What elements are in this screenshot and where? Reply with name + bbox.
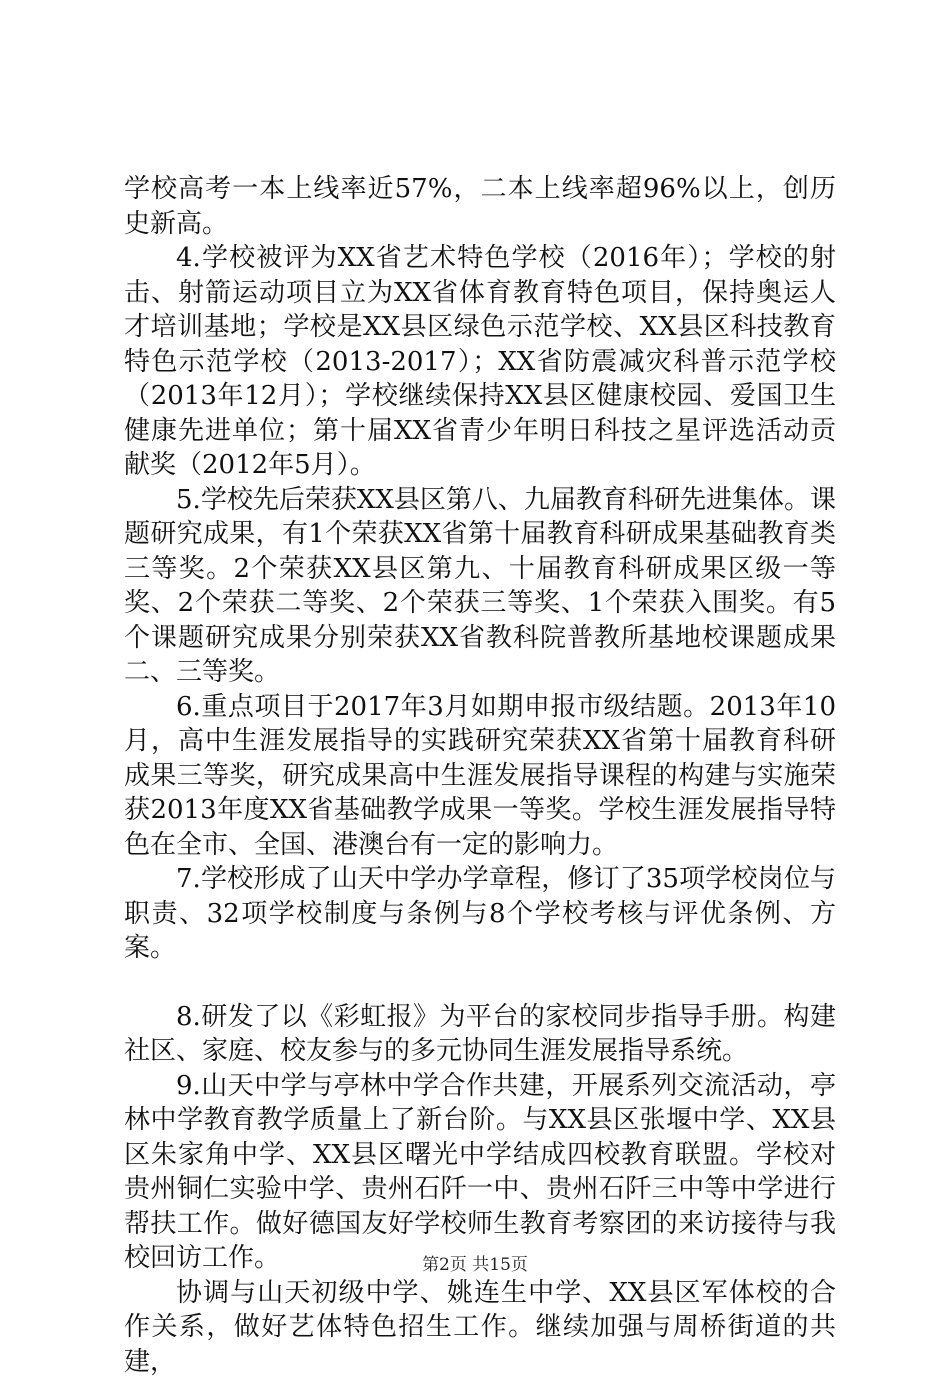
paragraph-item-9: 9.山天中学与亭林中学合作共建，开展系列交流活动，亭林中学教育教学质量上了新台阶。与XX县区张堰中学、XX县区朱家角中学、XX县区曙光中学结成四校教育联盟。学校对贵州铜仁实验中学、贵州石阡一中、贵州石阡三中等中学进行帮扶工作。做好德国友好学校师生教育考察团的来访接待与我校回访工作。 <box>124 1069 836 1276</box>
paragraph-item-6: 6.重点项目于2017年3月如期申报市级结题。2013年10月，高中生涯发展指导的实践研究荣获XX省第十届教育科研成果三等奖，研究成果高中生涯发展指导课程的构建与实施荣获2013年度XX省基础教学成果一等奖。学校生涯发展指导特色在全市、全国、港澳台有一定的影响力。 <box>124 690 836 863</box>
paragraph-continuation: 学校高考一本上线率近57%，二本上线率超96%以上，创历史新高。 <box>124 172 836 241</box>
paragraph-item-8: 8.研发了以《彩虹报》为平台的家校同步指导手册。构建社区、家庭、校友参与的多元协同生涯发展指导系统。 <box>124 1000 836 1069</box>
paragraph-item-7: 7.学校形成了山天中学办学章程，修订了35项学校岗位与职责、32项学校制度与条例与8个学校考核与评优条例、方案。 <box>124 862 836 966</box>
page-number-footer: 第2页 共15页 <box>0 1250 950 1275</box>
paragraph-coordination: 协调与山天初级中学、姚连生中学、XX县区军体校的合作关系，做好艺体特色招生工作。继续加强与周桥街道的共建， <box>124 1276 836 1379</box>
paragraph-item-5: 5.学校先后荣获XX县区第八、九届教育科研先进集体。课题研究成果，有1个荣获XX省第十届教育科研成果基础教育类三等奖。2个荣获XX县区第九、十届教育科研成果区级一等奖、2个荣获二等奖、2个荣获三等奖、1个荣获入围奖。有5个课题研究成果分别荣获XX省教科院普教所基地校课题成果二、三等奖。 <box>124 483 836 690</box>
paragraph-item-4: 4.学校被评为XX省艺术特色学校（2016年）；学校的射击、射箭运动项目立为XX省体育教育特色项目，保持奥运人才培训基地；学校是XX县区绿色示范学校、XX县区科技教育特色示范学校（2013-2017）；XX省防震减灾科普示范学校（2013年12月）；学校继续保持XX县区健康校园、爱国卫生健康先进单位；第十届XX省青少年明日科技之星评选活动贡献奖（2012年5月）。 <box>124 241 836 483</box>
document-body <box>124 172 836 1379</box>
